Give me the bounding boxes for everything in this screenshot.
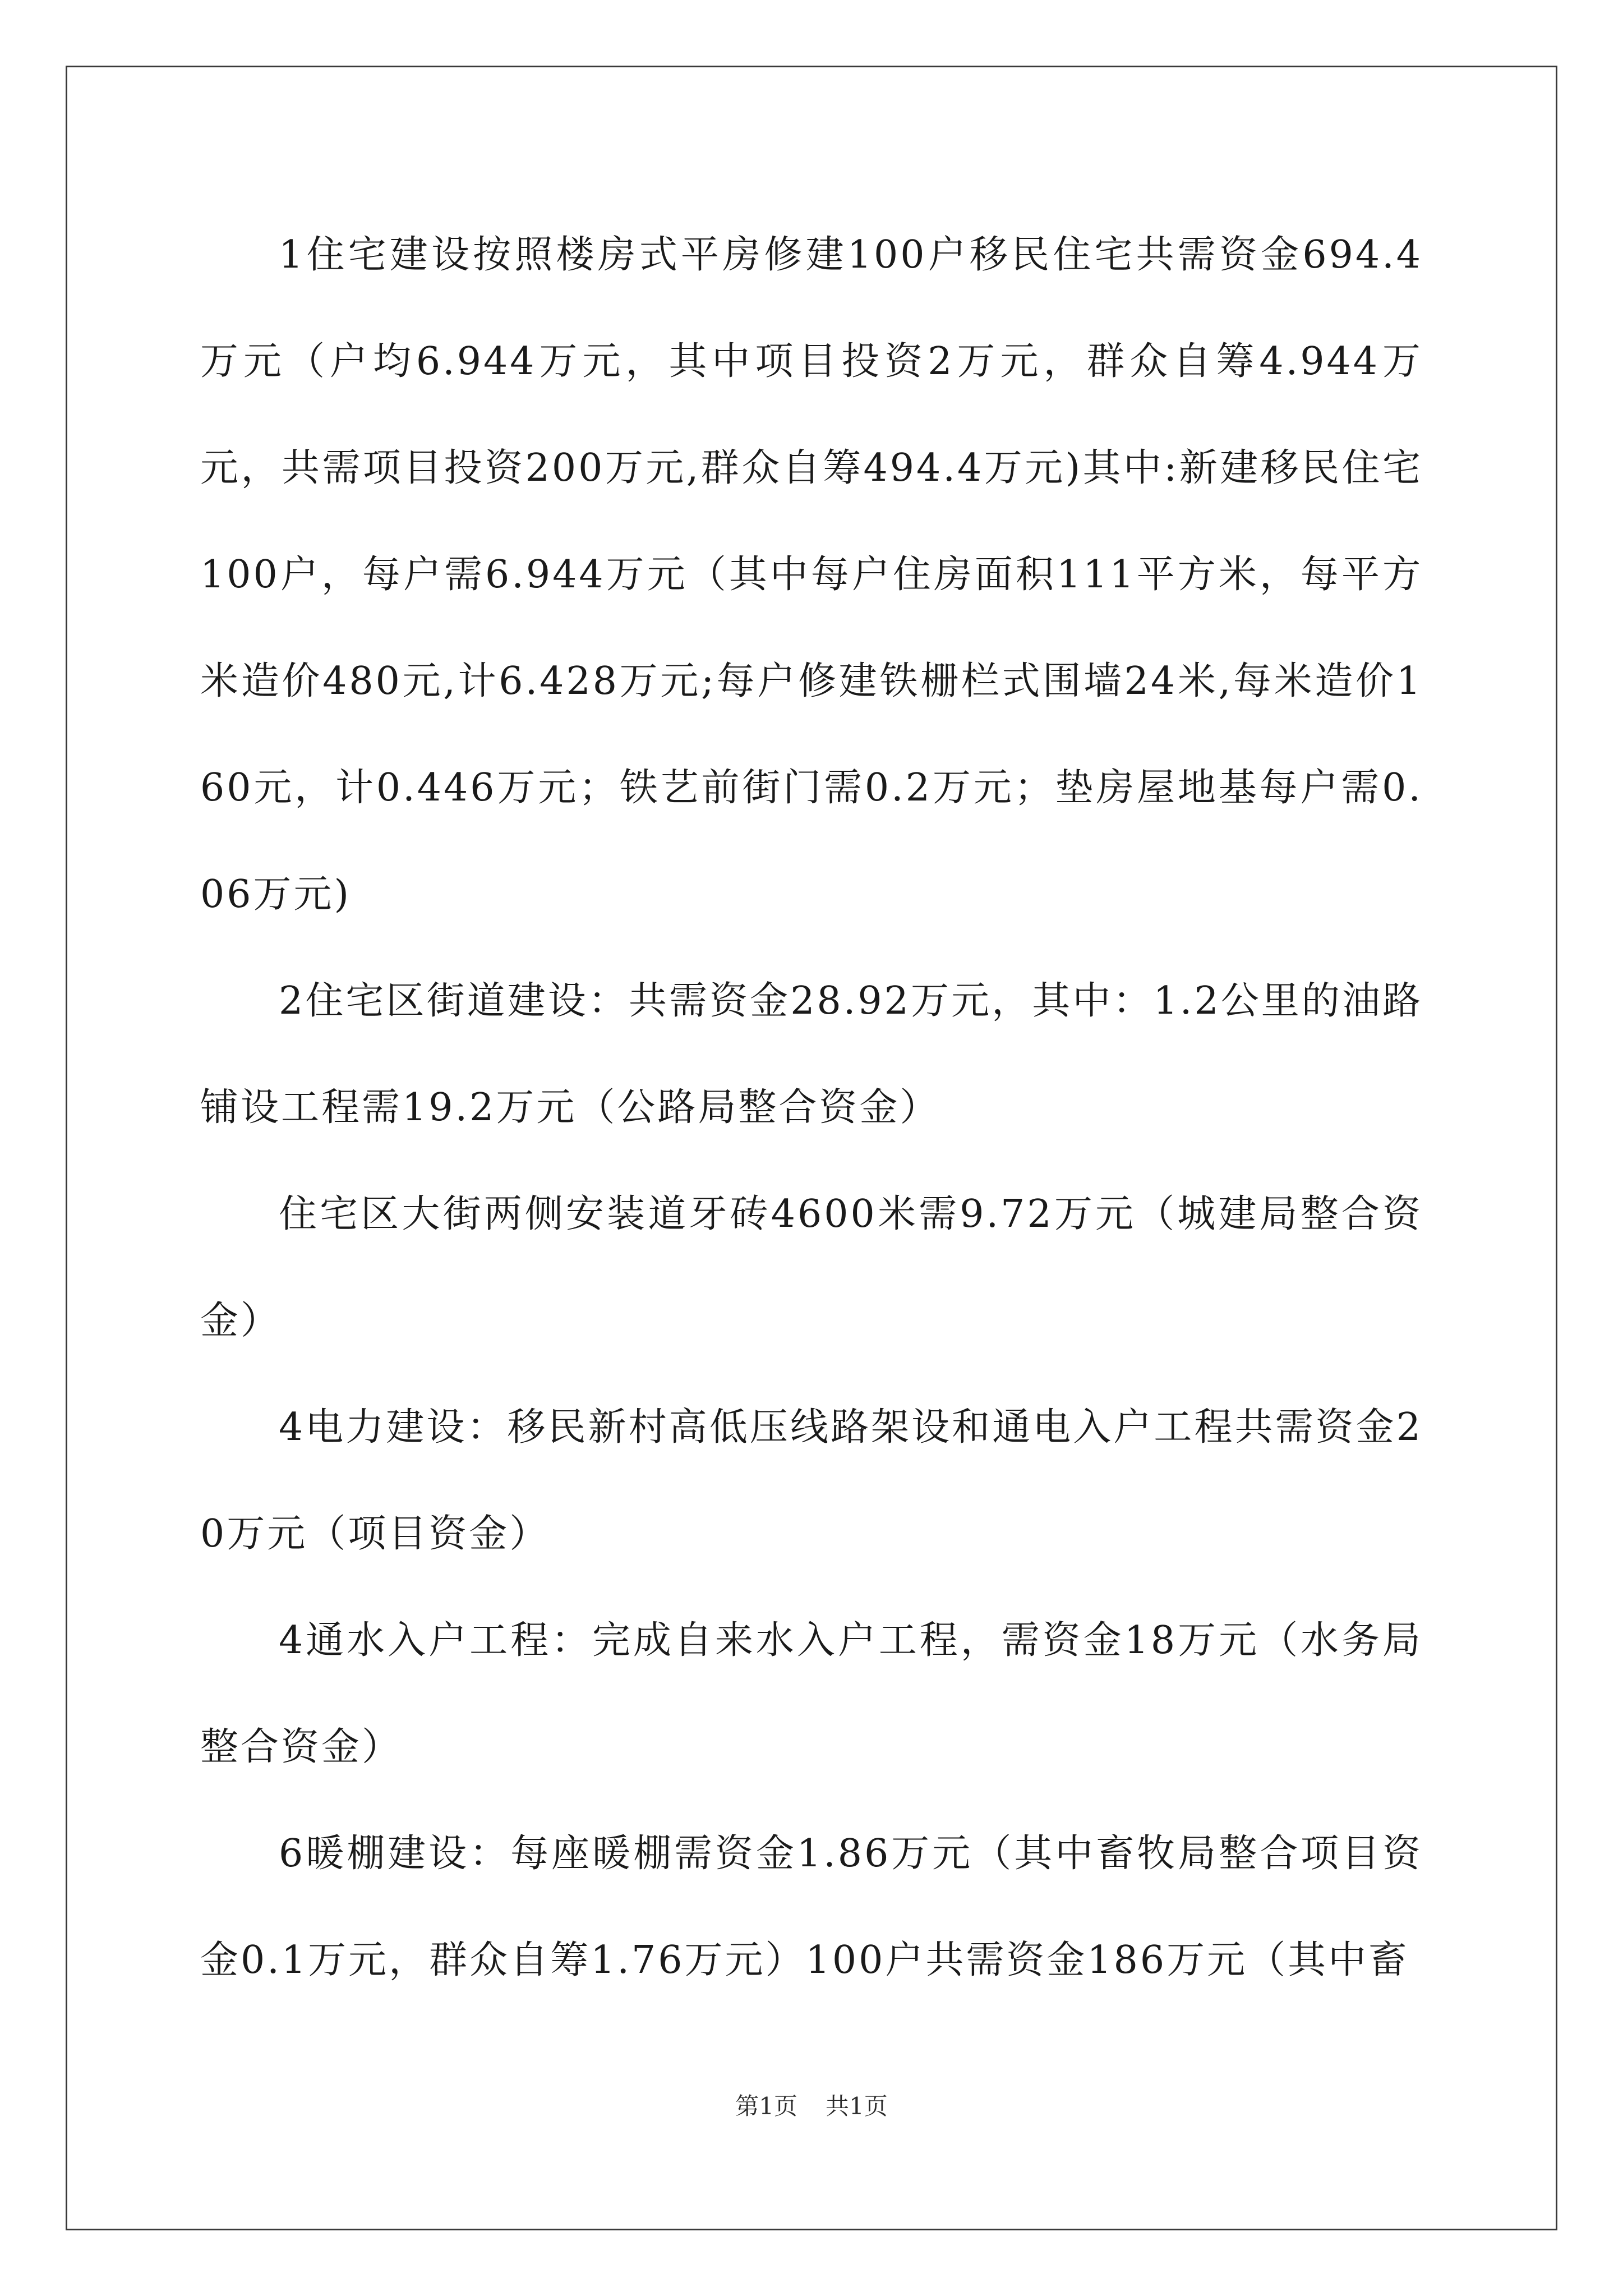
paragraph-curb-brick: 住宅区大街两侧安装道牙砖4600米需9.72万元（城建局整合资金） — [200, 1192, 1423, 1343]
paragraph-greenhouse: 6暖棚建设：每座暖棚需资金1.86万元（其中畜牧局整合项目资金0.1万元，群众自筹1.76万元）100户共需资金186万元（其中畜 — [200, 1832, 1423, 1982]
paragraph-power: 4电力建设：移民新村高低压线路架设和通电入户工程共需资金20万元（项目资金） — [200, 1405, 1423, 1556]
page-number-current: 第1页 — [735, 2092, 797, 2120]
paragraph-housing: 1住宅建设按照楼房式平房修建100户移民住宅共需资金694.4万元（户均6.944万元，其中项目投资2万元，群众自筹4.944万元，共需项目投资200万元,群众自筹494.4万元)其中:新建移民住宅100户，每户需6.944万元（其中每户住房面积111平方米，每平方米造价480元,计6.428万元;每户修建铁栅栏式围墙24米,每米造价160元，计0.446万元；铁艺前街门需0.2万元；垫房屋地基每户需0.06万元) — [200, 233, 1423, 917]
document-body — [200, 202, 1423, 2014]
paragraph-water: 4通水入户工程：完成自来水入户工程，需资金18万元（水务局整合资金） — [200, 1618, 1423, 1769]
page-footer — [0, 2090, 1623, 2123]
page-number-total: 共1页 — [826, 2092, 888, 2120]
paragraph-street: 2住宅区街道建设：共需资金28.92万元，其中：1.2公里的油路铺设工程需19.2万元（公路局整合资金） — [200, 979, 1423, 1130]
